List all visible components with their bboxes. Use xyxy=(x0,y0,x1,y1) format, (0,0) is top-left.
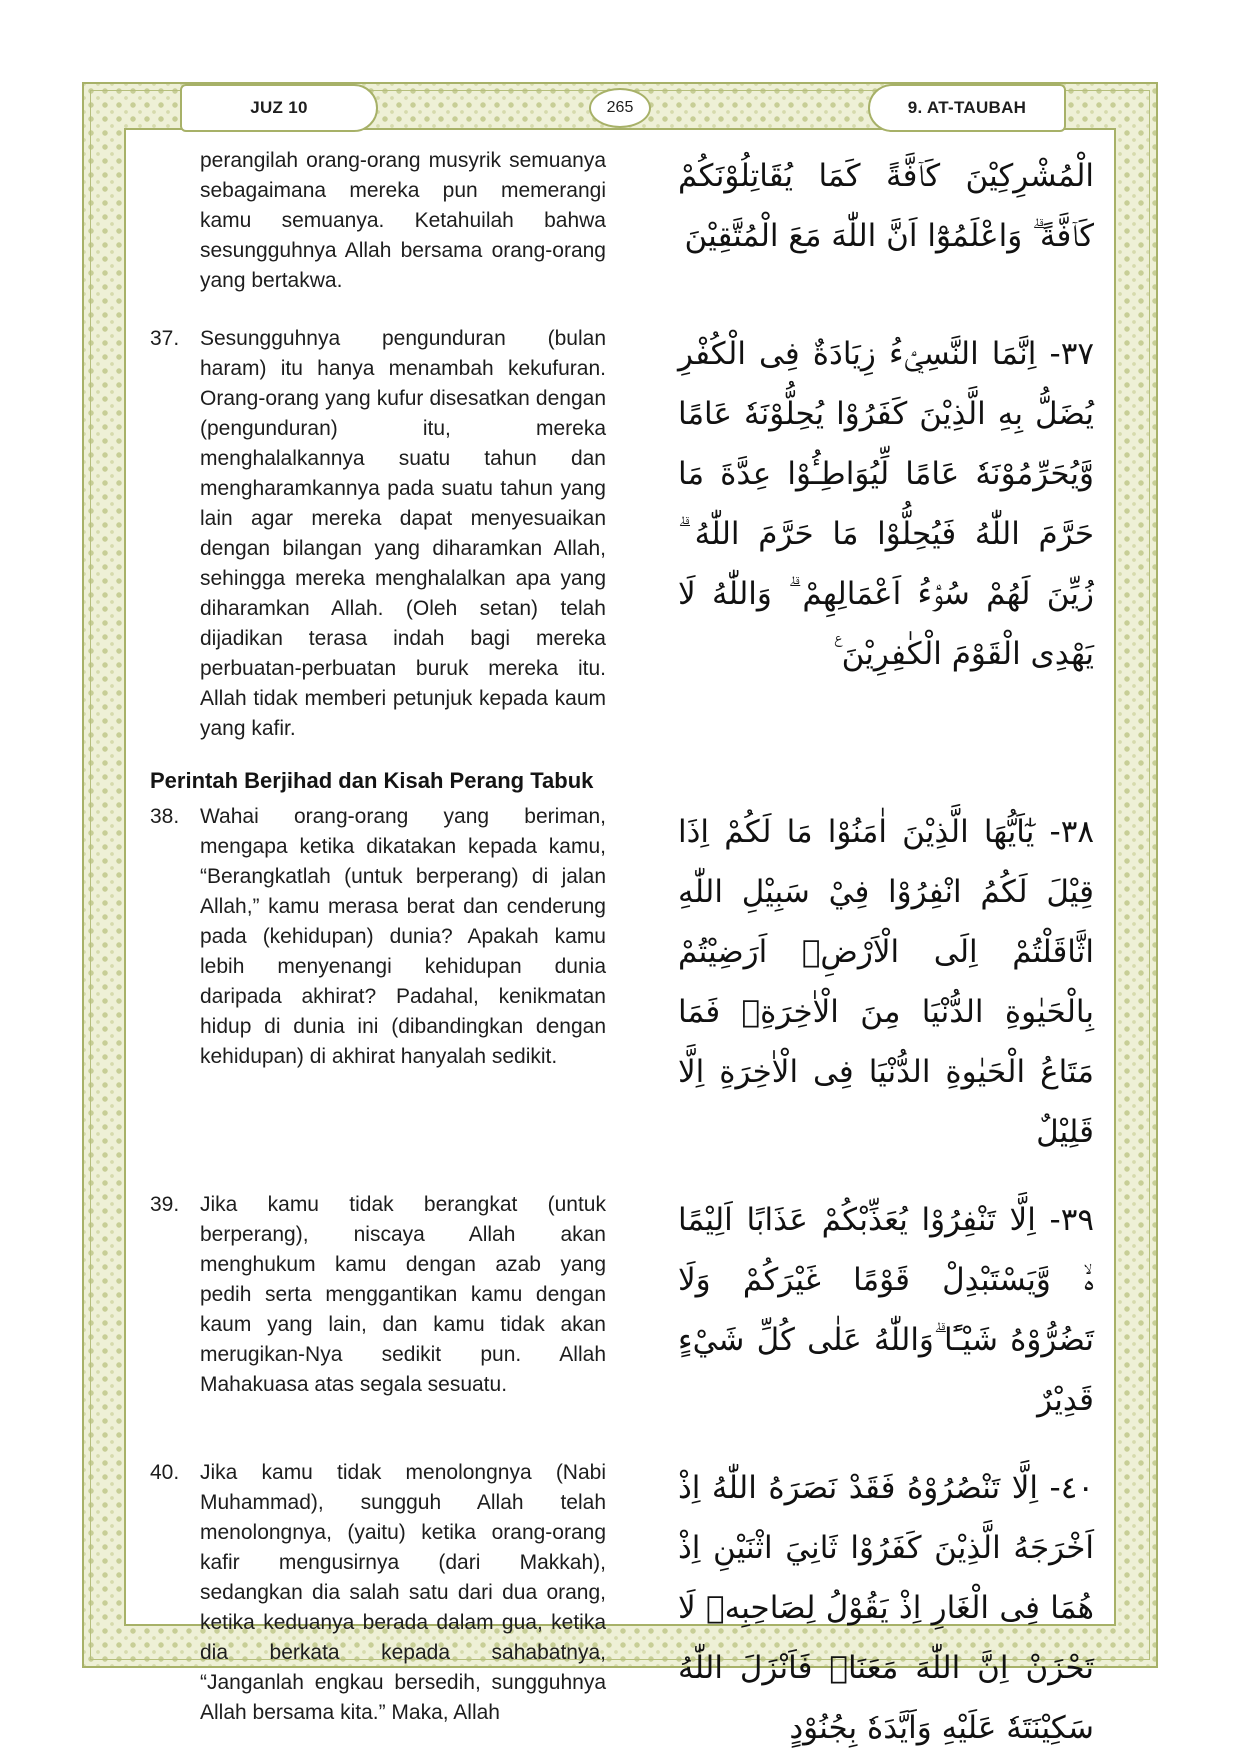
verse-row xyxy=(150,802,1094,1162)
arabic-text: ٣٩- اِلَّا تَنْفِرُوْا يُعَذِّبْكُمْ عَذَابًا اَلِيْمًا ەۙ وَّيَسْتَبْدِلْ قَوْمًا غَيْرَكُمْ وَلَا تَضُرُّوْهُ شَيْـًٔا ۗوَاللّٰهُ عَلٰى كُلِّ شَيْءٍ قَدِيْرٌ xyxy=(678,1202,1094,1418)
verse-number: 37. xyxy=(150,327,180,350)
verse-row xyxy=(150,1190,1094,1430)
verse-row xyxy=(150,324,1094,744)
translation-text: Jika kamu tidak berangkat (untuk berperang), niscaya Allah akan menghukum kamu dengan azab yang pedih serta menggantikan kamu dengan kaum yang lain, dan kamu tidak akan merugikan-Nya sedikit pun. Allah Mahakuasa atas segala sesuatu. xyxy=(200,1193,606,1396)
translation-text: Wahai orang-orang yang beriman, mengapa ketika dikatakan kepada kamu, “Berangkatlah (untuk berperang) di jalan Allah,” kamu merasa berat dan cenderung pada (kehidupan) dunia? Apakah kamu lebih menyenangi kehidupan dunia daripada akhirat? Padahal, kenikmatan hidup di dunia ini (dibandingkan dengan kehidupan) di akhirat hanyalah sedikit. xyxy=(200,805,606,1068)
arabic-text: ٣٨- يٰٓاَيُّهَا الَّذِيْنَ اٰمَنُوْا مَا لَكُمْ اِذَا قِيْلَ لَكُمُ انْفِرُوْا فِيْ سَبِيْلِ اللّٰهِ اثَّاقَلْتُمْ اِلَى الْاَرْضِۗ اَرَضِيْتُمْ بِالْحَيٰوةِ الدُّنْيَا مِنَ الْاٰخِرَةِۚ فَمَا مَتَاعُ الْحَيٰوةِ الدُّنْيَا فِى الْاٰخِرَةِ اِلَّا قَلِيْلٌ xyxy=(678,814,1094,1150)
translation-item xyxy=(150,1458,606,1758)
translation-item xyxy=(150,802,606,1162)
translation-text: Jika kamu tidak menolongnya (Nabi Muhammad), sungguh Allah telah menolongnya, (yaitu) ketika orang-orang kafir mengusirnya (dari Makkah), sedangkan dia salah satu dari dua orang, ketika keduanya berada dalam gua, ketika dia berkata kepada sahabatnya, “Janganlah engkau bersedih, sungguhnya Allah bersama kita.” Maka, Allah xyxy=(200,1461,606,1724)
translation-text: Sesungguhnya pengunduran (bulan haram) itu hanya menambah kekufuran. Orang-orang yang kufur disesatkan dengan (pengunduran) itu, mereka menghalalkannya suatu tahun dan mengharamkannya pada suatu tahun yang lain agar mereka dapat menyesuaikan dengan bilangan yang diharamkan Allah, sehingga mereka menghalalkan apa yang diharamkan Allah. (Oleh setan) telah dijadikan terasa indah bagi mereka perbuatan-perbuatan buruk mereka itu. Allah tidak memberi petunjuk kepada kaum yang kafir. xyxy=(200,327,606,740)
juz-label: JUZ 10 xyxy=(180,84,378,132)
verse-number: 38. xyxy=(150,805,180,828)
surah-label: 9. AT-TAUBAH xyxy=(868,84,1066,132)
arabic-text: ٤٠- اِلَّا تَنْصُرُوْهُ فَقَدْ نَصَرَهُ اللّٰهُ اِذْ اَخْرَجَهُ الَّذِيْنَ كَفَرُوْا ثَانِيَ اثْنَيْنِ اِذْ هُمَا فِى الْغَارِ اِذْ يَقُوْلُ لِصَاحِبِهٖ لَا تَحْزَنْ اِنَّ اللّٰهَ مَعَنَاۚ فَاَنْزَلَ اللّٰهُ سَكِيْنَتَهٗ عَلَيْهِ وَاَيَّدَهٗ بِجُنُوْدٍ xyxy=(678,1470,1094,1746)
verse-number: 39. xyxy=(150,1193,180,1216)
page-content xyxy=(150,146,1094,1758)
verse-row xyxy=(150,1458,1094,1758)
page-number: 265 xyxy=(589,88,651,128)
translation-item xyxy=(150,324,606,744)
verse-number: 40. xyxy=(150,1461,180,1484)
translation-item xyxy=(150,1190,606,1430)
translation-text: perangilah orang-orang musyrik semuanya sebagaimana mereka pun memerangi kamu semuanya. Ketahuilah bahwa sesungguhnya Allah bersama orang-orang yang bertakwa. xyxy=(200,149,606,292)
section-heading: Perintah Berjihad dan Kisah Perang Tabuk xyxy=(150,768,594,793)
arabic-text: ٣٧- اِنَّمَا النَّسِيْۤءُ زِيَادَةٌ فِى الْكُفْرِ يُضَلُّ بِهِ الَّذِيْنَ كَفَرُوْا يُحِلُّوْنَهٗ عَامًا وَّيُحَرِّمُوْنَهٗ عَامًا لِّيُوَاطِـُٔوْا عِدَّةَ مَا حَرَّمَ اللّٰهُ فَيُحِلُّوْا مَا حَرَّمَ اللّٰهُ ۗ زُيِّنَ لَهُمْ سُوْۤءُ اَعْمَالِهِمْ ۗ وَاللّٰهُ لَا يَهْدِى الْقَوْمَ الْكٰفِرِيْنَ ࣖ xyxy=(678,336,1094,672)
arabic-text: الْمُشْرِكِيْنَ كَاۤفَّةً كَمَا يُقَاتِلُوْنَكُمْ كَاۤفَّةً ۗ وَاعْلَمُوْٓا اَنَّ اللّٰهَ مَعَ الْمُتَّقِيْنَ xyxy=(678,158,1094,254)
verse-continuation xyxy=(150,146,1094,296)
